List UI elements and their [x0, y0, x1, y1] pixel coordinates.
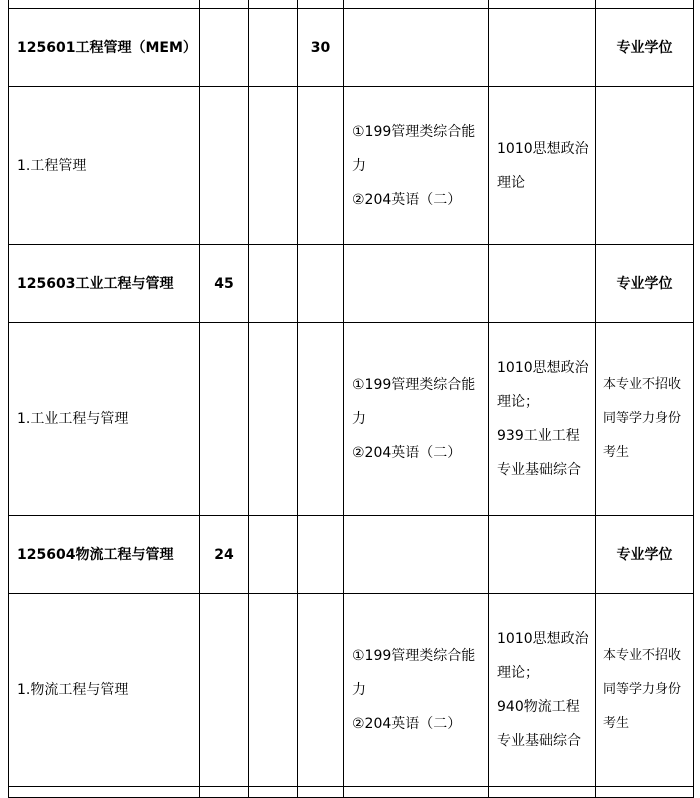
professional-subjects: [489, 87, 596, 245]
table-row: [9, 323, 694, 516]
exam-subject: ①199管理类综合能力: [352, 377, 476, 427]
remark: 专业学位: [596, 516, 694, 594]
major-code-name: 125601工程管理（MEM）: [9, 9, 200, 87]
professional-subjects: [489, 594, 596, 787]
quota-cell: [249, 9, 298, 87]
professional-subjects: [489, 323, 596, 516]
quota-cell: 45: [200, 245, 249, 323]
professional-subject: 939工业工程专业基础综合: [497, 428, 581, 478]
major-code-name: 125604物流工程与管理: [9, 516, 200, 594]
table-row: [9, 516, 694, 594]
exam-subjects: [344, 245, 489, 323]
quota-cell: [249, 245, 298, 323]
remark: [596, 323, 694, 516]
quota-cell: [298, 516, 344, 594]
remark: 专业学位: [596, 245, 694, 323]
professional-subjects: [489, 516, 596, 594]
table-row: [9, 787, 694, 798]
remark: 专业学位: [596, 9, 694, 87]
exam-subject: ②204英语（二）: [352, 445, 462, 461]
table-row: [9, 0, 694, 9]
exam-subject: ②204英语（二）: [352, 191, 462, 208]
major-code-name: 125603工业工程与管理: [9, 245, 200, 323]
quota-cell: 30: [298, 9, 344, 87]
professional-subjects: [489, 245, 596, 323]
quota-cell: [249, 516, 298, 594]
exam-subjects: [344, 9, 489, 87]
professional-subject: 1010思想政治理论: [497, 140, 589, 191]
exam-subjects: [344, 594, 489, 787]
exam-subjects: [344, 87, 489, 245]
table-row: [9, 594, 694, 787]
direction-name: 1.工业工程与管理: [9, 323, 200, 516]
exam-subjects: [344, 323, 489, 516]
professional-subject: 1010思想政治理论；: [497, 360, 589, 410]
exam-subjects: [344, 516, 489, 594]
quota-cell: 24: [200, 516, 249, 594]
direction-name: 1.工程管理: [9, 87, 200, 245]
table-row: [9, 87, 694, 245]
remark-text: 本专业不招收同等学力身份考生: [603, 377, 682, 460]
quota-cell: [298, 245, 344, 323]
professional-subject: 1010思想政治理论；: [497, 631, 589, 681]
table-row: [9, 245, 694, 323]
professional-subject: 940物流工程专业基础综合: [497, 699, 581, 749]
remark: [596, 87, 694, 245]
table-row: [9, 9, 694, 87]
remark: [596, 594, 694, 787]
exam-subject: ①199管理类综合能力: [352, 648, 476, 698]
quota-cell: [200, 9, 249, 87]
admissions-table: [8, 0, 694, 798]
direction-name: 1.物流工程与管理: [9, 594, 200, 787]
remark-text: 本专业不招收同等学力身份考生: [603, 648, 682, 731]
exam-subject: ②204英语（二）: [352, 716, 462, 732]
exam-subject: ①199管理类综合能力: [352, 123, 476, 174]
professional-subjects: [489, 9, 596, 87]
